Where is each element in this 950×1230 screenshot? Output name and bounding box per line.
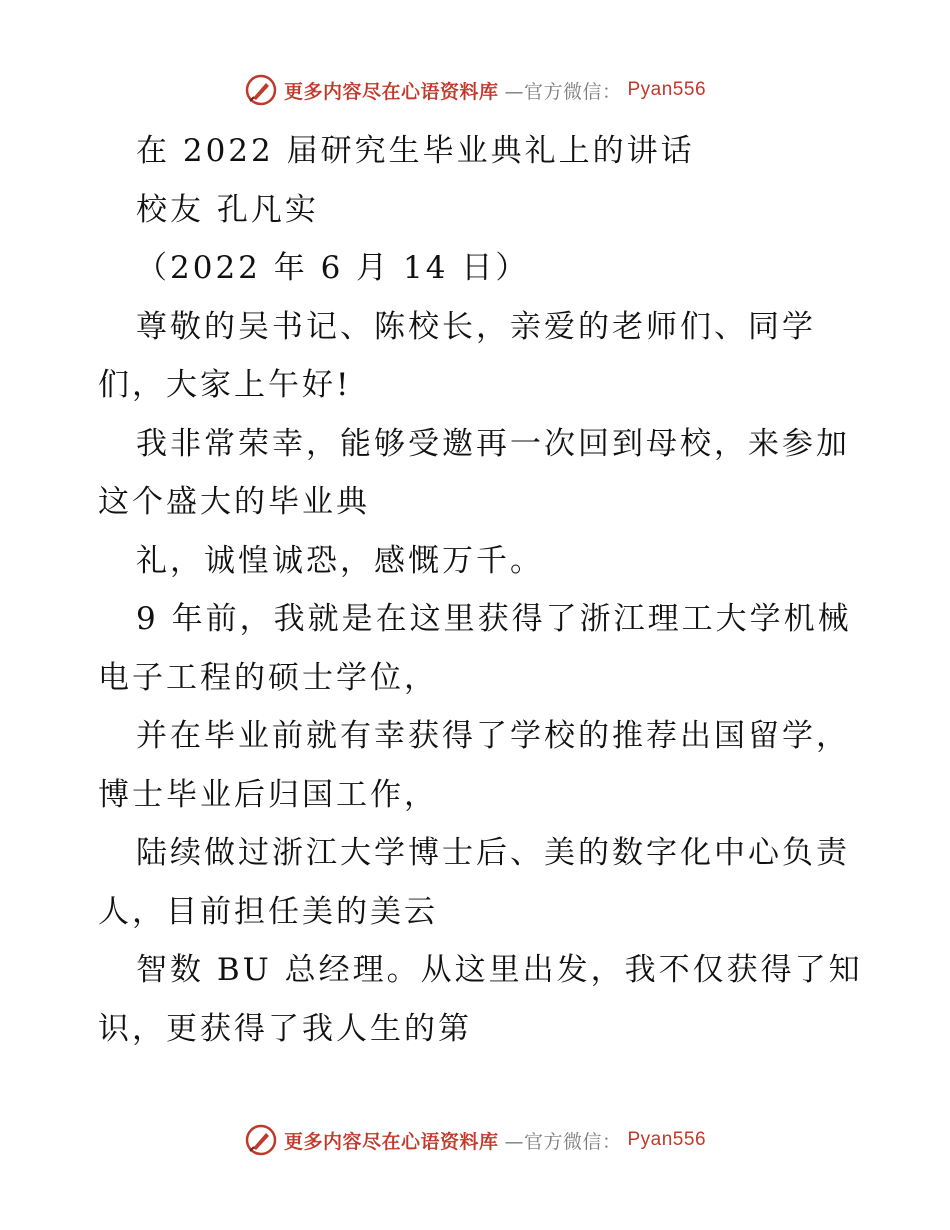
speech-title: 在 2022 届研究生毕业典礼上的讲话 (136, 133, 695, 169)
watermark-wechat-id: Pyan556 (627, 1129, 707, 1150)
watermark-brand: 更多内容尽在心语资料库 (283, 1130, 499, 1153)
text-line: 这个盛大的毕业典 (98, 484, 370, 520)
watermark-separator: —官方微信： (504, 80, 622, 103)
header-watermark (0, 70, 950, 110)
text-line: 电子工程的硕士学位， (98, 659, 438, 696)
text-line: 并在毕业前就有幸获得了学校的推荐出国留学， (136, 718, 850, 754)
text-line: 人，目前担任美的美云 (98, 893, 438, 930)
watermark-brand: 更多内容尽在心语资料库 (283, 80, 499, 103)
document-body (98, 122, 863, 1058)
speaker-line: 校友 孔凡实 (136, 191, 319, 228)
text-line: 我非常荣幸，能够受邀再一次回到母校，来参加 (136, 425, 850, 462)
quill-pen-icon (244, 73, 278, 107)
text-line: 智数 BU 总经理。从这里出发，我不仅获得了知 (136, 952, 863, 988)
quill-pen-icon (244, 1123, 278, 1157)
text-line: 9 年前，我就是在这里获得了浙江理工大学机械 (136, 601, 852, 637)
speech-date: （2022 年 6 月 14 日） (136, 250, 530, 286)
text-line: 尊敬的吴书记、陈校长，亲爱的老师们、同学 (136, 308, 816, 345)
text-line: 们，大家上午好! (98, 367, 352, 403)
text-line: 陆续做过浙江大学博士后、美的数字化中心负责 (136, 835, 850, 871)
text-line: 识，更获得了我人生的第 (98, 1010, 472, 1047)
text-line: 博士毕业后归国工作， (98, 776, 438, 813)
footer-watermark (0, 1120, 950, 1160)
watermark-separator: —官方微信： (504, 1130, 622, 1153)
watermark-wechat-id: Pyan556 (627, 79, 707, 100)
text-line: 礼，诚惶诚恐，感慨万千。 (136, 542, 544, 579)
